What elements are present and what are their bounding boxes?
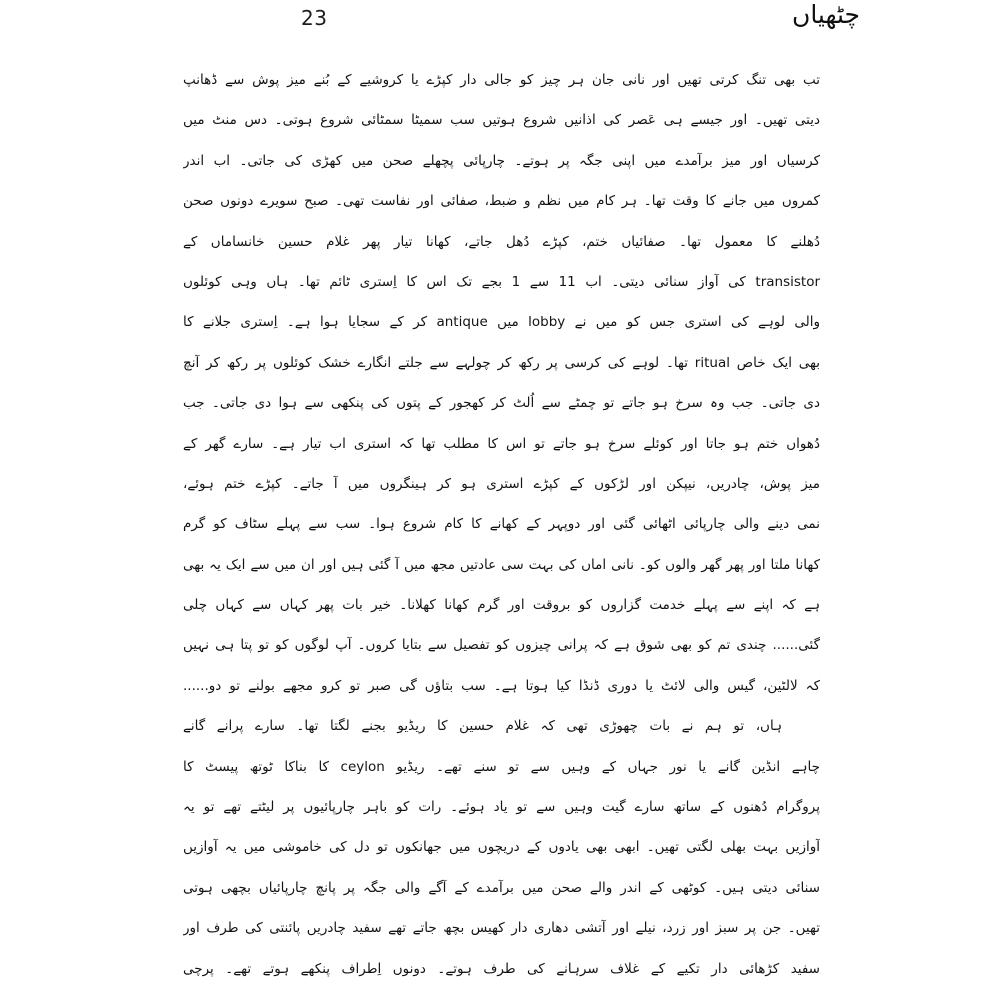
text-line: تھیں۔ جن پر سبز اور زرد، نیلے اور آتشی دھاری دار کھیس بچھ جاتے تھے سفید چادریں پائنتی کی طرف اور: [183, 920, 820, 937]
text-line: سنائی دیتی ہیں۔ کوٹھی کے اندر والے صحن میں برآمدے کے آگے والی جگہ پر پانچ چارپائیاں بچھی ہوتی: [183, 879, 820, 896]
text-line: کہ لالٹین، گیس والی لائٹ یا دوری ڈنڈا کیا ہوتا ہے۔ سب بتاؤں گی صبر تو کرو مجھے بولنے تو دو......: [183, 677, 820, 694]
page-number: 23: [301, 6, 328, 30]
text-line: ہاں، تو ہم نے بات چھوڑی تھی کہ غلام حسین کا ریڈیو بجنے لگتا تھا۔ سارے پرانے گانے: [183, 718, 782, 735]
text-line: بھی ایک خاص ritual تھا۔ لوہے کی کرسی پر رکھ کر چولہے سے جلتے انگارے خشک کوئلوں پر رکھ کر آنچ: [183, 354, 820, 371]
text-line: والی لوہے کی استری جس کو میں نے lobby میں antique کر کے سجایا ہوا ہے۔ اِستری جلانے کا: [183, 314, 820, 331]
text-line: کمروں میں جانے کا وقت تھا۔ ہر کام میں نظم و ضبط، صفائی اور نفاست تھی۔ صبح سویرے دونوں صحن: [183, 193, 820, 210]
text-line: دُھلنے کا معمول تھا۔ صفائیاں ختم، کپڑے دُھل جاتے، کھانا تیار پھر غلام حسین خانساماں کے: [183, 233, 820, 250]
text-line: کھانا ملتا اور پھر گھر والوں کو۔ نانی اماں کی بہت سی عادتیں مجھ میں آ گئی ہیں اور ان میں سے ایک یہ بھی: [183, 556, 820, 573]
text-line: دیتی تھیں۔ اور جیسے ہی عَصر کی اذانیں شروع ہوتیں سب سمیٹا سمٹائی شروع ہوتی۔ دس منٹ میں: [183, 112, 820, 129]
text-line: دُھواں ختم ہو جاتا اور کوئلے سرخ ہو جاتے تو اس کا مطلب تھا کہ استری اب تیار ہے۔ سارے گھر کے: [183, 435, 820, 452]
text-line: پروگرام دُھنوں کے ساتھ سارے گیت وہیں سے تو یاد ہوئے۔ رات کو باہر چارپائیوں پر لیٹتے تھے تو یہ: [183, 799, 820, 816]
text-line: transistor کی آواز سنائی دیتی۔ اب 11 سے 1 بجے تک اس کا اِستری ٹائم تھا۔ ہاں وہی کوئلوں: [183, 273, 820, 290]
chapter-title: چٹھیاں: [791, 0, 860, 29]
text-line: دی جاتی۔ جب وہ سرخ ہو جاتے تو چمٹے سے اُلٹ کر کھجور کے پتوں کی پنکھی سے ہوا دی جاتی۔ جب: [183, 395, 820, 412]
text-line: کرسیاں اور میز برآمدے میں اپنی جگہ پر ہوتے۔ چارپائی پچھلے صحن میں کھڑی کی جاتی۔ اب اندر: [183, 152, 820, 169]
body-text-block: [183, 60, 820, 989]
text-line: ہے کہ اپنے سے پہلے خدمت گزاروں کو بروقت اور گرم کھانا کھلانا۔ خیر بات پھر کہاں سے کہاں چلی: [183, 597, 820, 614]
text-line: گئی...... چندی تم کو بھی شوق ہے کہ پرانی چیزوں کو تفصیل سے بتایا کروں۔ آپ لوگوں کو تو پتا ہی نہیں: [183, 637, 820, 654]
text-line: آوازیں بہت بھلی لگتی تھیں۔ ابھی بھی یادوں کے دریچوں میں جھانکوں تو دل کی خاموشی میں یہ آوازیں: [183, 839, 820, 856]
text-line: نمی دینے والی چارپائی اٹھائی گئی اور دوپہر کے کھانے کا کام شروع ہوا۔ سب سے پہلے سٹاف کو گرم: [183, 516, 820, 533]
text-line: چاہے انڈین گانے یا نور جہاں کے وہیں سے تو سنے تھے۔ ریڈیو ceylon کا بناکا ٹوتھ پیسٹ کا: [183, 758, 820, 775]
text-line: سفید کڑھائی دار تکیے کے غلاف سرہانے کی طرف ہوتے۔ دونوں اِطراف پنکھے ہوتے تھے۔ پرچی: [183, 960, 820, 977]
text-line: تب بھی تنگ کرتی تھیں اور نانی جان ہر چیز کو جالی دار کپڑے یا کروشیے کے بُنے میز پوش سے ڈھانپ: [183, 72, 820, 88]
text-line: میز پوش، چادریں، نیپکن اور لڑکوں کے کپڑے استری ہو کر ہینگروں میں آ جاتے۔ کپڑے ختم ہوئے،: [183, 475, 820, 492]
